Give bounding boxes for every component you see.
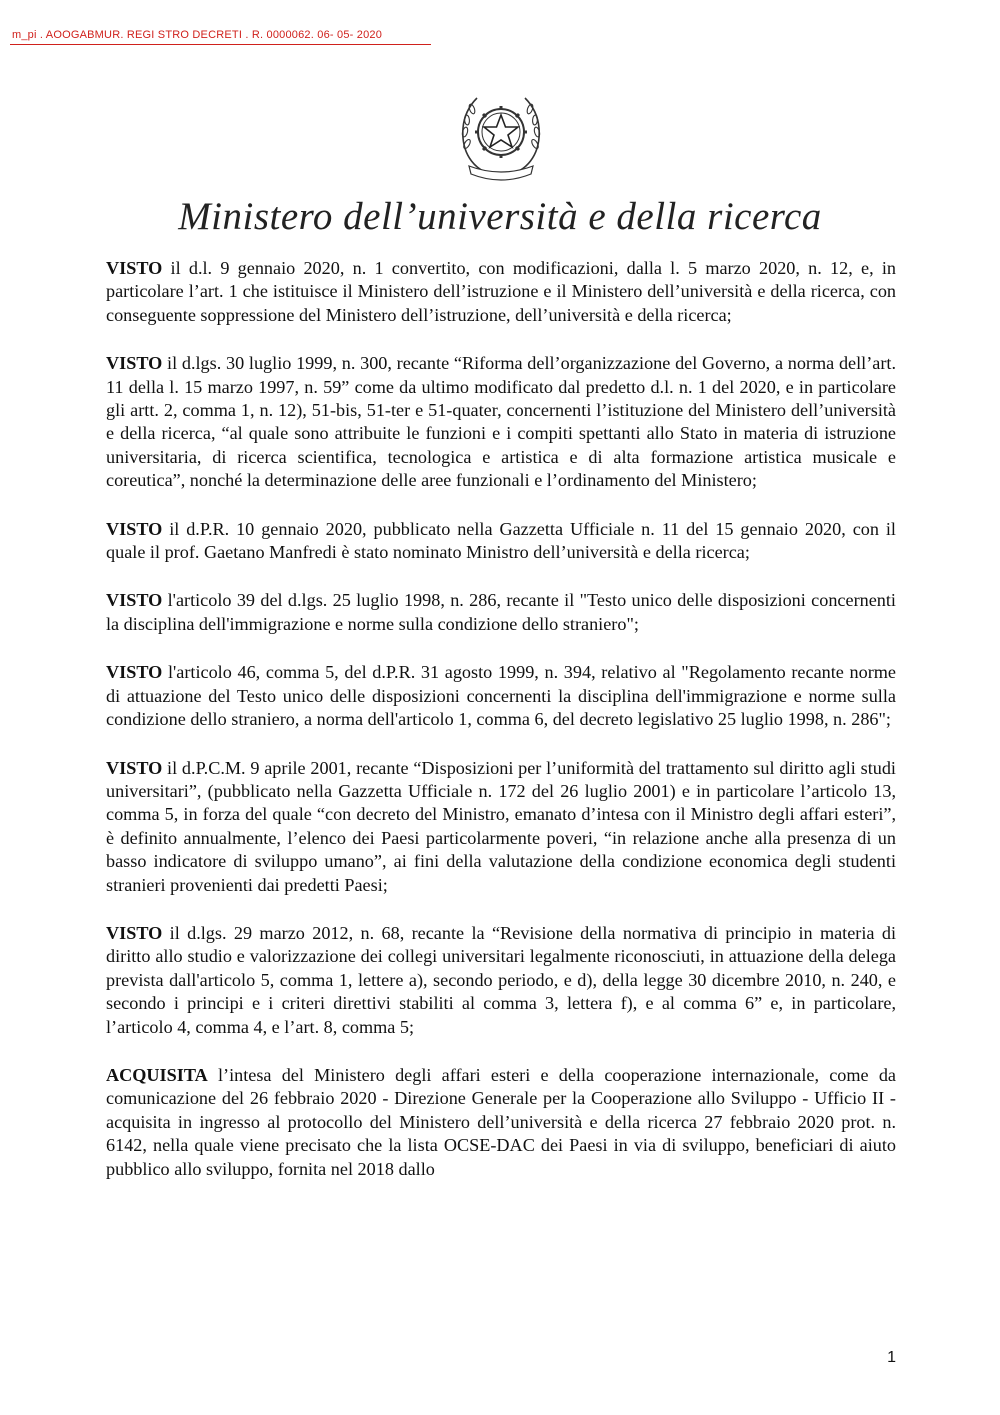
- recital-text: il d.lgs. 30 luglio 1999, n. 300, recante “Riforma dell’organizzazione del Governo, a norma dell’art. 11 della l. 15 marzo 1997, n. 59” come da ultimo modificato dal predetto d.l. n. 1 del 2020, e in particolare gli artt. 2, comma 1, n. 12), 51-bis, 51-ter e 51-quater, concernenti l’istituzione del Ministero dell’università e della ricerca, “al quale sono attribuite le funzioni e i compiti spettanti allo Stato in materia di istruzione universitaria, di ricerca scientifica, tecnologica e artistica e di alta formazione artistica musicale e coreutica”, nonché la determinazione delle aree funzionali e l’ordinamento del Ministero;: [106, 353, 896, 491]
- recital-text: il d.P.R. 10 gennaio 2020, pubblicato nella Gazzetta Ufficiale n. 11 del 15 gennaio 2020, con il quale il prof. Gaetano Manfredi è stato nominato Ministro dell’università e della ricerca;: [106, 518, 896, 563]
- recital-lead: VISTO: [106, 258, 163, 278]
- recital-lead: VISTO: [106, 518, 163, 539]
- recital-paragraph: [106, 518, 896, 565]
- recital-paragraph: [106, 661, 896, 731]
- recital-lead: ACQUISITA: [106, 1064, 208, 1085]
- recital-text: l'articolo 46, comma 5, del d.P.R. 31 agosto 1999, n. 394, relativo al "Regolamento recante norme di attuazione del Testo unico delle disposizioni concernenti la disciplina dell'immigrazione e norme sulla condizione dello straniero, a norma dell'articolo 1, comma 6, del decreto legislativo 25 luglio 1998, n. 286";: [106, 662, 896, 730]
- recital-lead: VISTO: [106, 662, 163, 683]
- recital-paragraph: [106, 757, 896, 897]
- recital-lead: VISTO: [106, 353, 163, 374]
- decree-body: [106, 257, 896, 1206]
- repubblica-italiana-emblem: [455, 88, 547, 184]
- page-number: 1: [887, 1349, 896, 1366]
- ministry-title: Ministero dell’università e della ricerca: [178, 195, 822, 238]
- protocol-stamp: m_pi . AOOGABMUR. REGI STRO DECRETI . R. 0000062. 06- 05- 2020: [12, 29, 383, 41]
- recital-text: l'articolo 39 del d.lgs. 25 luglio 1998, n. 286, recante il "Testo unico delle disposizioni concernenti la disciplina dell'immigrazione e norme sulla condizione dello straniero";: [106, 590, 896, 634]
- recital-text: il d.l. 9 gennaio 2020, n. 1 convertito, con modificazioni, dalla l. 5 marzo 2020, n. 12, e, in particolare l’art. 1 che istituisce il Ministero dell’istruzione e il Ministero dell’università e della ricerca, con conseguente soppressione del Ministero dell’istruzione, dell’università e della ricerca;: [106, 258, 896, 325]
- recital-text: l’intesa del Ministero degli affari esteri e della cooperazione internazionale, come da comunicazione del 26 febbraio 2020 - Direzione Generale per la Cooperazione allo Sviluppo - Ufficio II - acquisita in ingresso al protocollo del Ministero dell’università e della ricerca 27 febbraio 2020 prot. n. 6142, nella quale viene precisato che la lista OCSE-DAC dei Paesi in via di sviluppo, beneficiari di aiuto pubblico allo sviluppo, fornita nel 2018 dallo: [106, 1064, 896, 1179]
- recital-lead: VISTO: [106, 590, 163, 611]
- recital-text: il d.P.C.M. 9 aprile 2001, recante “Disposizioni per l’uniformità del trattamento sul diritto agli studi universitari”, (pubblicato nella Gazzetta Ufficiale n. 172 del 26 luglio 2001) e in particolare l’articolo 13, comma 5, in forza del quale “con decreto del Ministro, emanato d’intesa con il Ministro degli affari esteri”, è definito annualmente, l’elenco dei Paesi particolarmente poveri, “in relazione anche alla presenza di un basso indicatore di sviluppo umano”, ai fini della valutazione della condizione economica degli studenti stranieri provenienti dai predetti Paesi;: [106, 757, 896, 895]
- recital-lead: VISTO: [106, 757, 163, 778]
- recital-text: il d.lgs. 29 marzo 2012, n. 68, recante la “Revisione della normativa di principio in materia di diritto allo studio e valorizzazione dei collegi universitari legalmente riconosciuti, in attuazione della delega prevista dall'articolo 5, comma 1, lettere a), secondo periodo, e d), della legge 30 dicembre 2010, n. 240, e secondo i principi e i criteri direttivi stabiliti al comma 3, lettera f), e al comma 6” e, in particolare, l’articolo 4, comma 4, e l’art. 8, comma 5;: [106, 922, 896, 1037]
- recital-lead: VISTO: [106, 922, 163, 943]
- recital-paragraph: [106, 1064, 896, 1181]
- recital-paragraph: [106, 922, 896, 1039]
- recital-paragraph: [106, 352, 896, 492]
- recital-paragraph: [106, 589, 896, 636]
- recital-paragraph: [106, 257, 896, 327]
- protocol-stamp-underline: [10, 44, 431, 45]
